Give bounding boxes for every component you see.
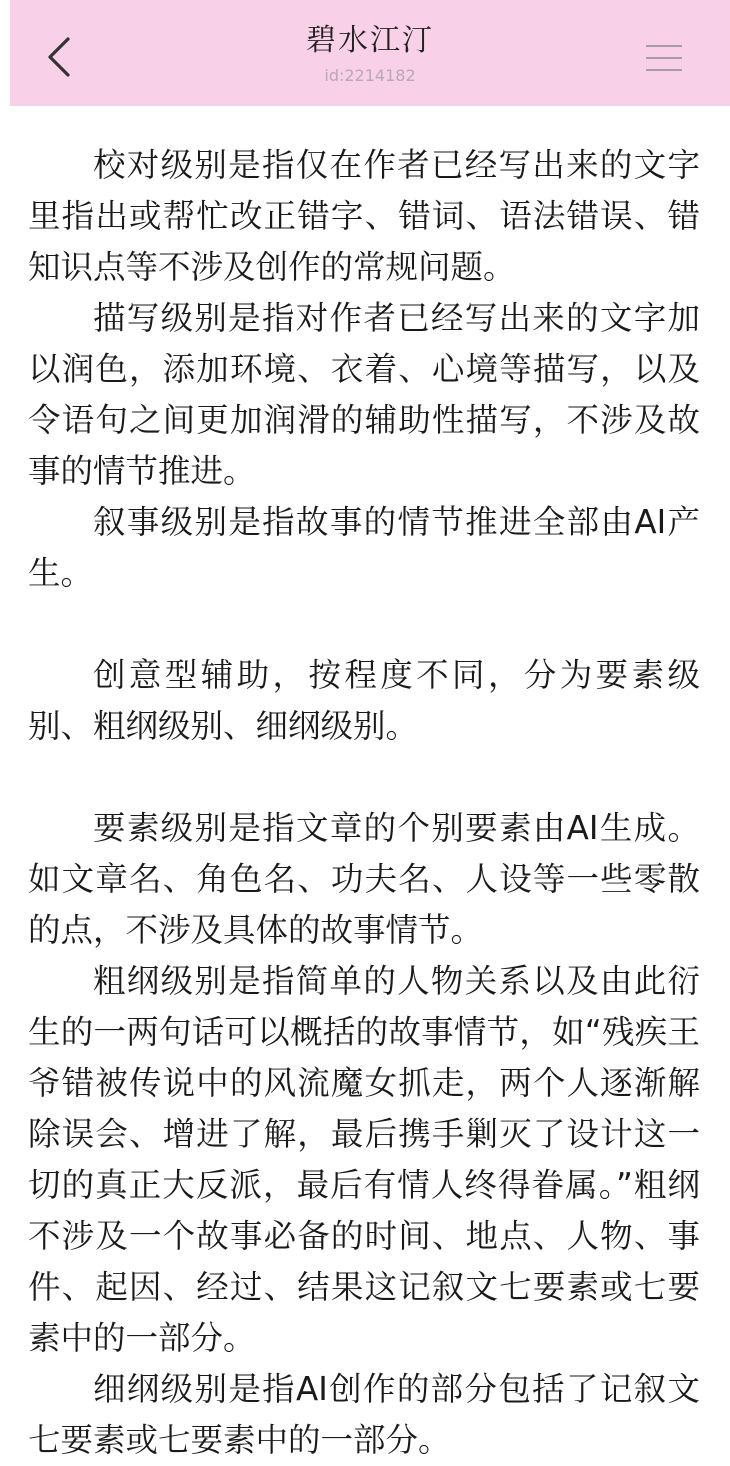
menu-icon xyxy=(644,40,684,76)
paragraph-element-level: 要素级别是指文章的个别要素由AI生成。如文章名、角色名、功夫名、人设等一些零散的点，不涉及具体的故事情节。 xyxy=(28,809,700,949)
paragraph-narrative-level: 叙事级别是指故事的情节推进全部由AI产生。 xyxy=(28,503,700,592)
title-block xyxy=(10,20,730,86)
menu-button[interactable] xyxy=(644,40,684,76)
article-body xyxy=(28,140,700,1466)
paragraph-proofreading-level: 校对级别是指仅在作者已经写出来的文字里指出或帮忙改正错字、错词、语法错误、错知识点等不涉及创作的常规问题。 xyxy=(28,146,700,286)
author-id: id:2214182 xyxy=(324,66,416,85)
paragraph-creative-assist: 创意型辅助，按程度不同，分为要素级别、粗纲级别、细纲级别。 xyxy=(28,656,700,745)
paragraph-detailed-outline-level: 细纲级别是指AI创作的部分包括了记叙文七要素或七要素中的一部分。 xyxy=(28,1370,700,1459)
paragraph-description-level: 描写级别是指对作者已经写出来的文字加以润色，添加环境、衣着、心境等描写，以及令语句之间更加润滑的辅助性描写，不涉及故事的情节推进。 xyxy=(28,299,700,490)
paragraph-spacer xyxy=(28,752,700,803)
paragraph-spacer xyxy=(28,599,700,650)
page-title: 碧水江汀 xyxy=(306,23,434,58)
paragraph-rough-outline-level: 粗纲级别是指简单的人物关系以及由此衍生的一两句话可以概括的故事情节，如“残疾王爷错被传说中的风流魔女抓走，两个人逐渐解除误会、增进了解，最后携手剿灭了设计这一切的真正大反派，最后有情人终得眷属。”粗纲不涉及一个故事必备的时间、地点、人物、事件、起因、经过、结果这记叙文七要素或七要素中的一部分。 xyxy=(28,962,700,1357)
top-nav-bar xyxy=(10,0,730,106)
